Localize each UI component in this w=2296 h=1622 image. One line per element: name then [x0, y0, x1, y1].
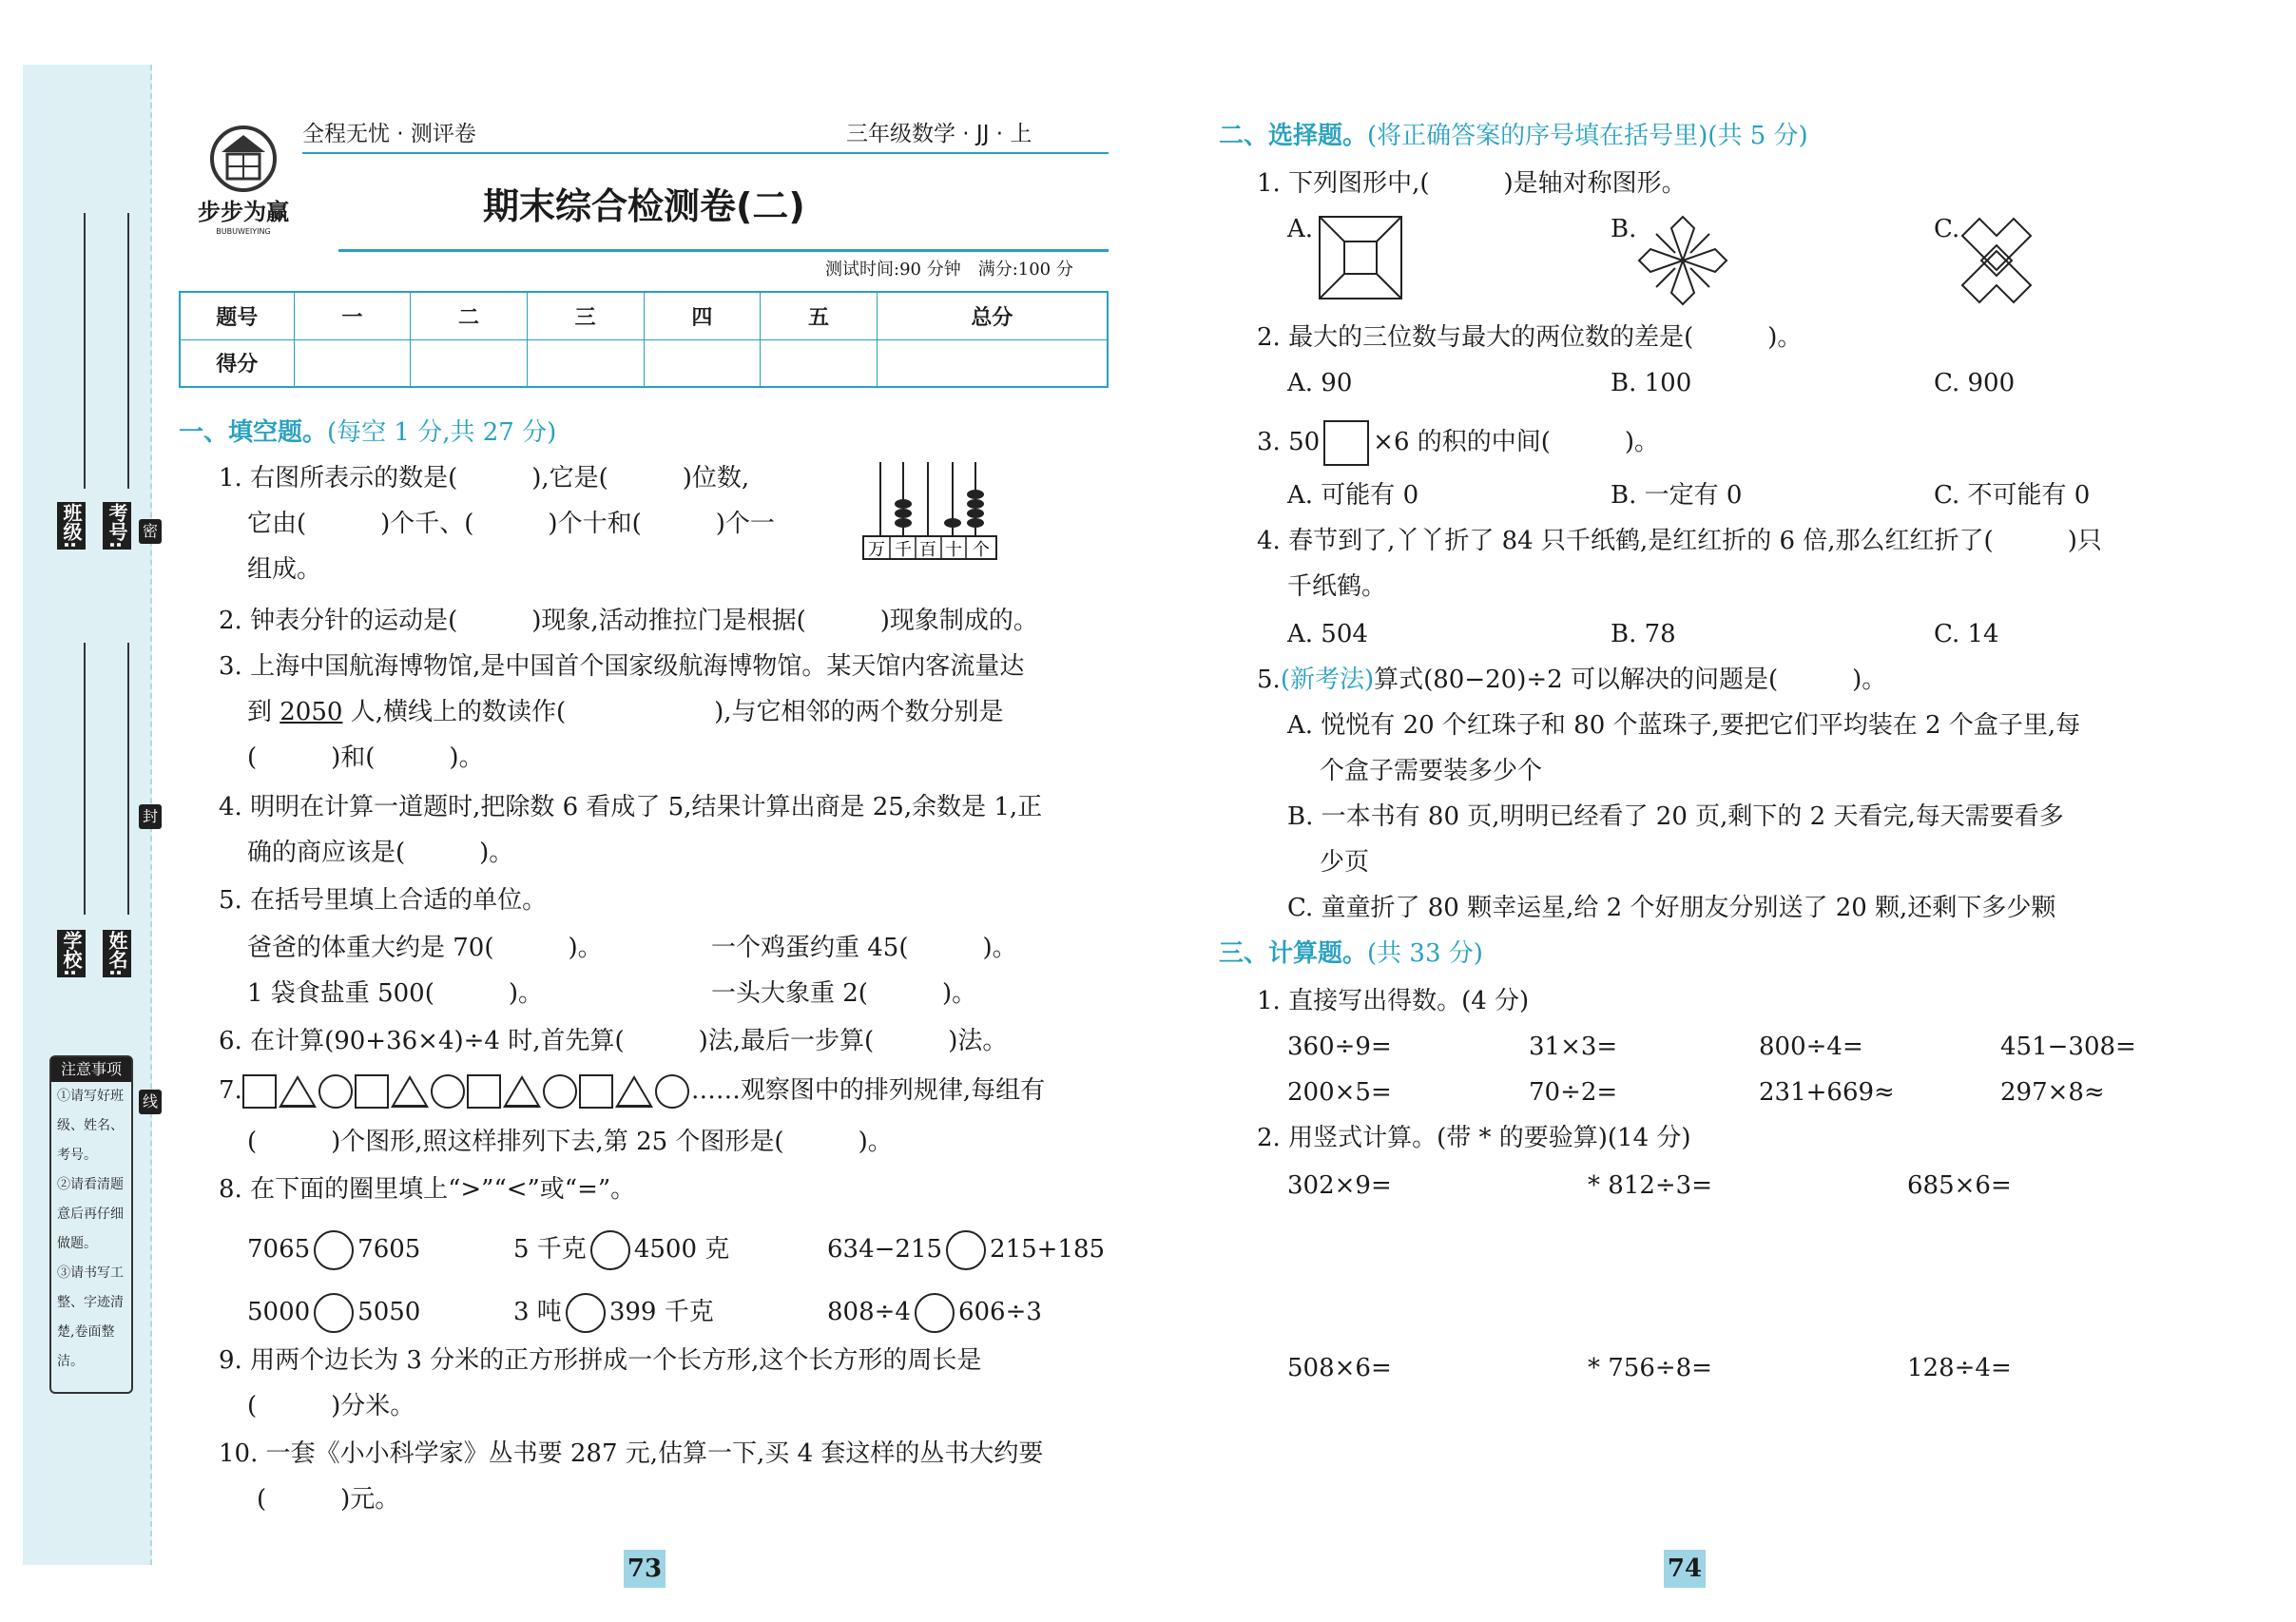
section-note: (将正确答案的序号填在括号里)(共 5 分)	[1367, 122, 1808, 150]
compare-item	[827, 1293, 1042, 1333]
q3-text: 3. 50	[1257, 428, 1321, 456]
abacus-figure	[861, 460, 1000, 563]
seal-mark-mi: 密	[139, 519, 162, 544]
calc-item: 297×8≈	[2000, 1078, 2105, 1107]
question-5-item: 一头大象重 2( )。	[711, 979, 977, 1008]
notice-box	[49, 1055, 133, 1394]
compare-circle[interactable]	[314, 1230, 354, 1270]
triangle-shape	[279, 1075, 317, 1108]
compare-left: 808÷4	[827, 1298, 911, 1326]
page-title: 期末综合检测卷(二)	[483, 185, 805, 227]
compare-circle[interactable]	[915, 1293, 955, 1333]
choice-question-4-line: 千纸鹤。	[1287, 572, 1387, 601]
score-header: 总分	[877, 292, 1108, 339]
question-2: 2. 钟表分针的运动是( )现象,活动推拉门是根据( )现象制成的。	[219, 607, 1038, 635]
option: B. 一定有 0	[1611, 481, 1743, 510]
calc-item: 800÷4=	[1759, 1033, 1863, 1061]
title-rule	[338, 249, 1109, 252]
question-7	[219, 1074, 1045, 1109]
class-label: 班级:	[57, 502, 86, 550]
triangle-shape	[503, 1075, 541, 1108]
section-note: (共 33 分)	[1367, 939, 1483, 968]
section-title: 三、计算题。	[1219, 939, 1368, 968]
compare-item	[513, 1293, 714, 1333]
question-6: 6. 在计算(90+36×4)÷4 时,首先算( )法,最后一步算( )法。	[219, 1027, 1008, 1055]
calc-item: 231+669≈	[1759, 1078, 1895, 1107]
question-10: 10. 一套《小小科学家》丛书要 287 元,估算一下,买 4 套这样的丛书大约要	[219, 1439, 1044, 1468]
digit-box	[1323, 420, 1369, 466]
question-5-item: 爸爸的体重大约是 70( )。	[247, 934, 603, 962]
compare-right: 7605	[357, 1235, 421, 1264]
underlined-number: 2050	[280, 698, 343, 726]
compare-left: 634−215	[827, 1235, 943, 1264]
score-row-label: 得分	[180, 339, 294, 387]
question-3-line	[247, 696, 1004, 728]
abacus-label: 百	[919, 540, 936, 560]
q3-text: ×6 的积的中间( )。	[1373, 428, 1660, 456]
name-line	[84, 643, 86, 915]
compare-left: 5000	[247, 1298, 311, 1326]
seal-mark-feng: 封	[139, 804, 162, 829]
grade-subject: 三年级数学 · JJ · 上	[846, 122, 1032, 146]
square-shape	[355, 1074, 389, 1109]
compare-item	[247, 1293, 420, 1333]
question-1-line: 它由( )个千、( )个十和( )个一	[247, 510, 775, 538]
compare-item	[247, 1230, 420, 1270]
leaf-figure	[1637, 215, 1728, 306]
score-header: 二	[411, 292, 528, 339]
choice-question-5	[1257, 664, 1886, 696]
compare-item	[513, 1230, 729, 1270]
series-name: 全程无忧 · 测评卷	[302, 122, 476, 146]
vertical-calc-item: * 756÷8=	[1588, 1354, 1713, 1382]
option-label: A.	[1287, 215, 1314, 243]
abacus-label: 千	[895, 540, 912, 560]
calc-item: 451−308=	[2000, 1033, 2136, 1061]
compare-circle[interactable]	[314, 1293, 354, 1333]
page-number-left: 73	[624, 1550, 666, 1588]
section-title: 二、选择题。	[1219, 122, 1368, 150]
calc-item: 200×5=	[1287, 1078, 1392, 1107]
score-cell[interactable]	[527, 339, 644, 387]
question-8: 8. 在下面的圈里填上“>”“<”或“=”。	[219, 1175, 636, 1204]
name-label: 姓名:	[103, 930, 131, 977]
abacus-label: 个	[973, 540, 990, 560]
compare-circle[interactable]	[566, 1293, 606, 1333]
option: A. 90	[1287, 369, 1353, 397]
option-continuation: 个盒子需要装多少个	[1320, 757, 1543, 785]
option-label: C.	[1934, 215, 1960, 243]
compare-right: 4500 克	[633, 1235, 730, 1264]
exam-number-label: 考号:	[103, 502, 131, 550]
q3-text: 到	[247, 698, 280, 726]
score-table	[179, 291, 1109, 388]
calc-item: 360÷9=	[1287, 1033, 1392, 1061]
section-title: 一、填空题。	[179, 418, 328, 447]
score-header: 四	[644, 292, 761, 339]
page-number-right: 74	[1664, 1550, 1706, 1588]
option: B. 100	[1611, 369, 1692, 397]
option: B. 一本书有 80 页,明明已经看了 20 页,剩下的 2 天看完,每天需要看多	[1287, 802, 2064, 831]
name-line	[127, 213, 129, 489]
circle-shape	[431, 1074, 465, 1109]
school-label: 学校:	[57, 930, 86, 977]
question-1-line: 组成。	[247, 555, 322, 584]
score-cell[interactable]	[294, 339, 411, 387]
option: C. 不可能有 0	[1934, 481, 2091, 510]
option: C. 童童折了 80 颗幸运星,给 2 个好朋友分别送了 20 颗,还剩下多少颗	[1287, 894, 2056, 922]
option-continuation: 少页	[1320, 848, 1370, 877]
name-line	[84, 213, 86, 489]
compare-left: 7065	[247, 1235, 311, 1264]
question-9: 9. 用两个边长为 3 分米的正方形拼成一个长方形,这个长方形的周长是	[219, 1346, 982, 1375]
q7-number: 7.	[219, 1076, 242, 1105]
section-2-heading	[1219, 120, 1808, 152]
circle-shape	[655, 1074, 689, 1109]
vertical-calc-item: 508×6=	[1287, 1354, 1392, 1382]
circle-shape	[543, 1074, 577, 1109]
section-note: (每空 1 分,共 27 分)	[327, 418, 557, 447]
question-5-item: 一个鸡蛋约重 45( )。	[711, 934, 1017, 962]
notice-item: ①请写好班级、姓名、考号。	[57, 1089, 124, 1163]
score-cell[interactable]	[411, 339, 528, 387]
score-header: 题号	[180, 292, 294, 339]
question-9-line: ( )分米。	[247, 1392, 415, 1420]
compare-left: 5 千克	[513, 1235, 587, 1264]
compare-right: 215+185	[990, 1235, 1106, 1264]
chevron-figure	[1960, 215, 2033, 306]
score-cell[interactable]	[644, 339, 761, 387]
logo	[186, 124, 300, 247]
abacus-label: 万	[868, 540, 885, 560]
triangle-shape	[391, 1075, 429, 1108]
vertical-calc-item: * 812÷3=	[1588, 1171, 1713, 1200]
notice-item: ③请书写工整、字迹清楚,卷面整洁。	[57, 1265, 124, 1369]
score-header: 一	[294, 292, 411, 339]
triangle-shape	[615, 1075, 653, 1108]
square-shape	[242, 1074, 277, 1109]
q5-text: 算式(80−20)÷2 可以解决的问题是( )。	[1374, 666, 1887, 694]
circle-shape	[318, 1074, 353, 1109]
new-method-tag: (新考法)	[1280, 666, 1375, 694]
header-rule	[302, 152, 1109, 154]
question-5-item: 1 袋食盐重 500( )。	[247, 979, 543, 1008]
option: A. 504	[1287, 620, 1368, 648]
question-5: 5. 在括号里填上合适的单位。	[219, 886, 548, 915]
calc-question-2: 2. 用竖式计算。(带 * 的要验算)(14 分)	[1257, 1124, 1691, 1152]
question-4: 4. 明明在计算一道题时,把除数 6 看成了 5,结果计算出商是 25,余数是 1,正	[219, 793, 1043, 821]
name-line	[127, 643, 129, 915]
score-header: 五	[761, 292, 878, 339]
option: C. 900	[1934, 369, 2016, 397]
score-cell[interactable]	[761, 339, 878, 387]
option: A. 悦悦有 20 个红珠子和 80 个蓝珠子,要把它们平均装在 2 个盒子里,每	[1287, 711, 2081, 740]
choice-question-2: 2. 最大的三位数与最大的两位数的差是( )。	[1257, 323, 1803, 352]
compare-right: 5050	[357, 1298, 421, 1326]
vertical-calc-item: 128÷4=	[1907, 1354, 2012, 1382]
vertical-calc-item: 685×6=	[1907, 1171, 2012, 1200]
square-shape	[579, 1074, 613, 1109]
option: B. 78	[1611, 620, 1676, 648]
q5-number: 5.	[1257, 666, 1281, 694]
score-table-header-row	[180, 292, 1108, 339]
square-shape	[467, 1074, 501, 1109]
option-label: B.	[1611, 215, 1637, 243]
vertical-calc-item: 302×9=	[1287, 1171, 1392, 1200]
q7-text: ……观察图中的排列规律,每组有	[690, 1076, 1046, 1105]
option: C. 14	[1934, 620, 1999, 648]
choice-question-3	[1257, 420, 1659, 466]
exam-meta: 测试时间:90 分钟 满分:100 分	[825, 260, 1073, 280]
option: A. 可能有 0	[1287, 481, 1419, 510]
score-header: 三	[527, 292, 644, 339]
choice-question-1: 1. 下列图形中,( )是轴对称图形。	[1257, 169, 1687, 198]
pinwheel-square-figure	[1318, 215, 1403, 300]
compare-right: 399 千克	[608, 1298, 714, 1326]
question-4-line: 确的商应该是( )。	[247, 839, 514, 867]
question-3-line: ( )和( )。	[247, 743, 484, 772]
section-3-heading	[1219, 937, 1483, 970]
logo-name: 步步为赢	[198, 199, 289, 225]
logo-emblem-icon	[208, 124, 279, 194]
seal-mark-xian: 线	[139, 1090, 162, 1114]
question-1: 1. 右图所表示的数是( ),它是( )位数,	[219, 464, 750, 492]
question-7-line: ( )个图形,照这样排列下去,第 25 个图形是( )。	[247, 1128, 893, 1156]
compare-right: 606÷3	[957, 1298, 1042, 1326]
calc-item: 70÷2=	[1529, 1078, 1618, 1107]
calc-question-1: 1. 直接写出得数。(4 分)	[1257, 987, 1530, 1015]
compare-circle[interactable]	[946, 1230, 986, 1270]
abacus-label: 十	[945, 540, 962, 560]
score-cell[interactable]	[877, 339, 1108, 387]
calc-item: 31×3=	[1529, 1033, 1618, 1061]
question-10-line: ( )元。	[257, 1485, 400, 1514]
compare-circle[interactable]	[590, 1230, 630, 1270]
notice-item: ②请看清题意后再仔细做题。	[57, 1177, 124, 1251]
q3-text: 人,横线上的数读作( ),与它相邻的两个数分别是	[342, 698, 1004, 726]
compare-item	[827, 1230, 1105, 1270]
score-table-row	[180, 339, 1108, 387]
section-1-heading	[179, 416, 556, 449]
choice-question-4: 4. 春节到了,丫丫折了 84 只千纸鹤,是红红折的 6 倍,那么红红折了( )只	[1257, 527, 2102, 555]
question-3: 3. 上海中国航海博物馆,是中国首个国家级航海博物馆。某天馆内客流量达	[219, 652, 1025, 681]
logo-subtitle: BUBUWEIYING	[216, 227, 271, 236]
compare-left: 3 吨	[513, 1298, 562, 1326]
notice-title: 注意事项	[51, 1057, 131, 1082]
